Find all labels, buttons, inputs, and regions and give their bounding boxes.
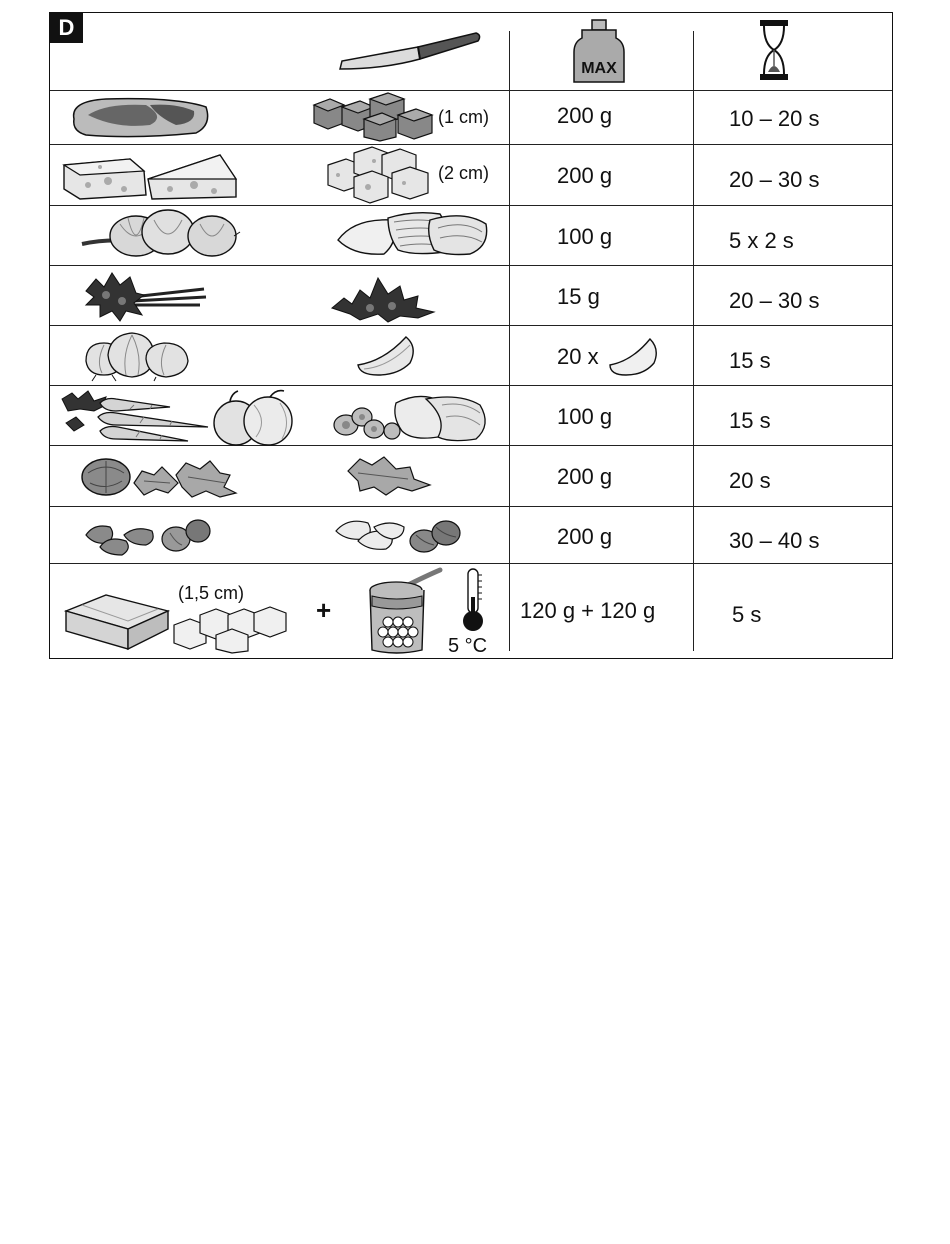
row-divider (50, 385, 892, 386)
herb-leaves-icon (330, 268, 440, 324)
garlic-clove-icon (354, 333, 418, 377)
cut-size-note: (1 cm) (438, 107, 489, 127)
max-weight-icon (572, 18, 626, 86)
plus-sign: + (316, 595, 332, 625)
garlic-clove-icon (606, 335, 660, 377)
amount-vegetables: 100 g (557, 404, 613, 429)
knife-icon (334, 25, 484, 77)
amount-herbs: 15 g (557, 284, 600, 309)
time-cheese: 20 – 30 s (729, 167, 820, 192)
amount-butter-honey: 120 g + 120 g (520, 598, 656, 623)
garlic-icon (82, 331, 194, 381)
time-butter-honey: 5 s (732, 602, 762, 627)
time-vegetables: 15 s (729, 408, 771, 433)
thermometer-icon (459, 567, 487, 633)
row-divider (50, 265, 892, 266)
meat-cubes-icon (310, 93, 436, 141)
hourglass-icon (756, 18, 792, 82)
onion-slices-icon (334, 210, 494, 260)
cheese-icon (60, 149, 238, 201)
butter-block-icon (62, 581, 172, 653)
temperature-label: 5 °C (448, 635, 488, 657)
time-onion: 5 x 2 s (729, 228, 794, 253)
amount-almonds: 200 g (557, 524, 613, 549)
row-divider (50, 445, 892, 446)
time-meat: 10 – 20 s (729, 106, 820, 131)
time-almonds: 30 – 40 s (729, 528, 820, 553)
herbs-icon (82, 267, 212, 323)
time-herbs: 20 – 30 s (729, 288, 820, 313)
row-divider (50, 506, 892, 507)
column-divider (509, 31, 510, 651)
section-label: D (50, 13, 83, 43)
nut-pieces-icon (334, 513, 464, 555)
cut-size-note: (2 cm) (438, 163, 489, 183)
row-divider (50, 563, 892, 564)
honey-jar-icon (366, 566, 444, 656)
walnut-icon (80, 453, 260, 501)
walnut-kernel-icon (344, 453, 434, 497)
row-divider (50, 325, 892, 326)
cheese-cubes-icon (324, 147, 436, 203)
row-divider (50, 90, 892, 91)
row-divider (50, 205, 892, 206)
max-label: MAX (581, 60, 617, 77)
recipe-table (49, 12, 893, 659)
column-divider (693, 31, 694, 651)
cut-size-note: (1,5 cm) (178, 583, 245, 603)
amount-cheese: 200 g (557, 163, 613, 188)
amount-walnuts: 200 g (557, 464, 613, 489)
row-divider (50, 144, 892, 145)
carrot-onion-icon (60, 387, 298, 445)
vegetable-pieces-icon (330, 391, 496, 443)
amount-onion: 100 g (557, 224, 613, 249)
almond-hazelnut-icon (84, 513, 212, 555)
time-walnuts: 20 s (729, 468, 771, 493)
time-garlic: 15 s (729, 348, 771, 373)
amount-meat: 200 g (557, 103, 613, 128)
onion-icon (80, 208, 240, 260)
meat-icon (66, 95, 212, 139)
amount-garlic-count: 20 x (557, 344, 599, 369)
butter-cubes-icon (172, 605, 290, 653)
